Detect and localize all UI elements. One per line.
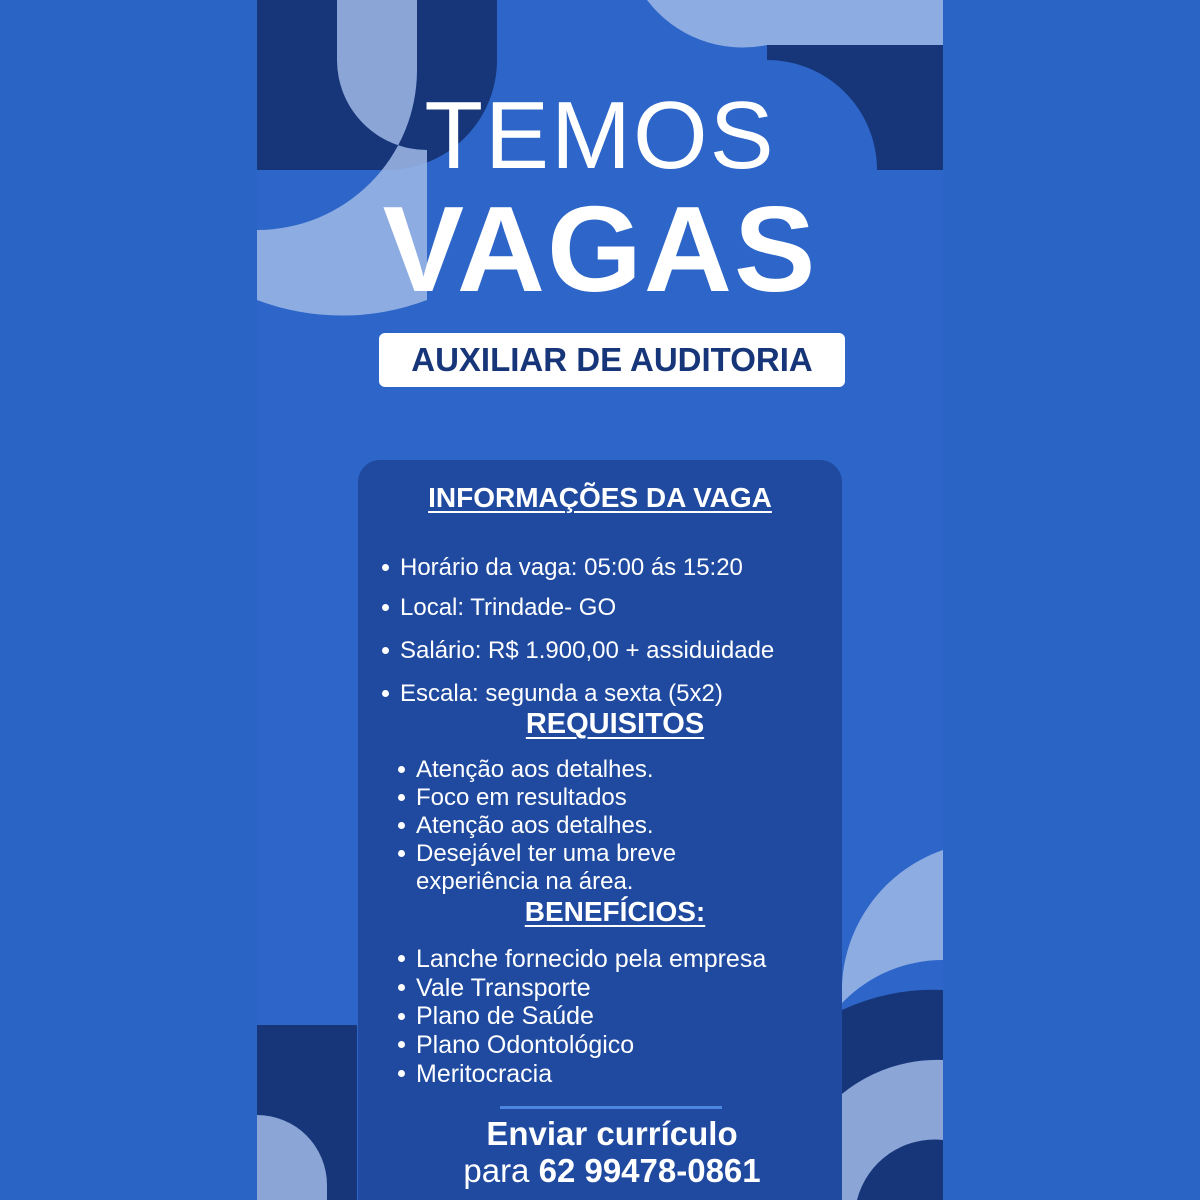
cta-prefix: para [463, 1152, 530, 1189]
requirements-heading: REQUISITOS [525, 708, 705, 740]
headline-vagas: VAGAS [382, 181, 818, 317]
headline-temos: TEMOS [424, 82, 776, 189]
cta-phone [358, 1152, 866, 1190]
info-item: Salário: R$ 1.900,00 + assiduidade [380, 628, 774, 674]
info-heading: INFORMAÇÕES DA VAGA [428, 482, 772, 513]
job-poster [257, 0, 943, 1200]
benefits-heading: BENEFÍCIOS: [524, 896, 706, 927]
benefits-list [396, 945, 766, 1089]
job-title-badge: AUXILIAR DE AUDITORIA [379, 333, 845, 387]
info-item: Horário da vaga: 05:00 ás 15:20 [380, 548, 774, 588]
requirement-item: Atenção aos detalhes. [396, 812, 716, 840]
requirement-item: Desejável ter uma breve experiência na área. [396, 840, 716, 896]
benefit-item: Plano Odontológico [396, 1031, 766, 1060]
requirements-list [396, 756, 716, 896]
cta-label: Enviar currículo [486, 1115, 738, 1152]
job-info-card [358, 460, 842, 1200]
requirement-item: Foco em resultados [396, 784, 716, 812]
benefit-item: Vale Transporte [396, 974, 766, 1003]
info-list [380, 548, 774, 714]
benefit-item: Plano de Saúde [396, 1002, 766, 1031]
phone-number[interactable]: 62 99478-0861 [538, 1152, 761, 1189]
info-item: Escala: segunda a sexta (5x2) [380, 674, 774, 714]
requirement-item: Atenção aos detalhes. [396, 756, 716, 784]
info-item: Local: Trindade- GO [380, 588, 774, 628]
benefit-item: Lanche fornecido pela empresa [396, 945, 766, 974]
benefit-item: Meritocracia [396, 1060, 766, 1089]
divider [500, 1106, 722, 1109]
